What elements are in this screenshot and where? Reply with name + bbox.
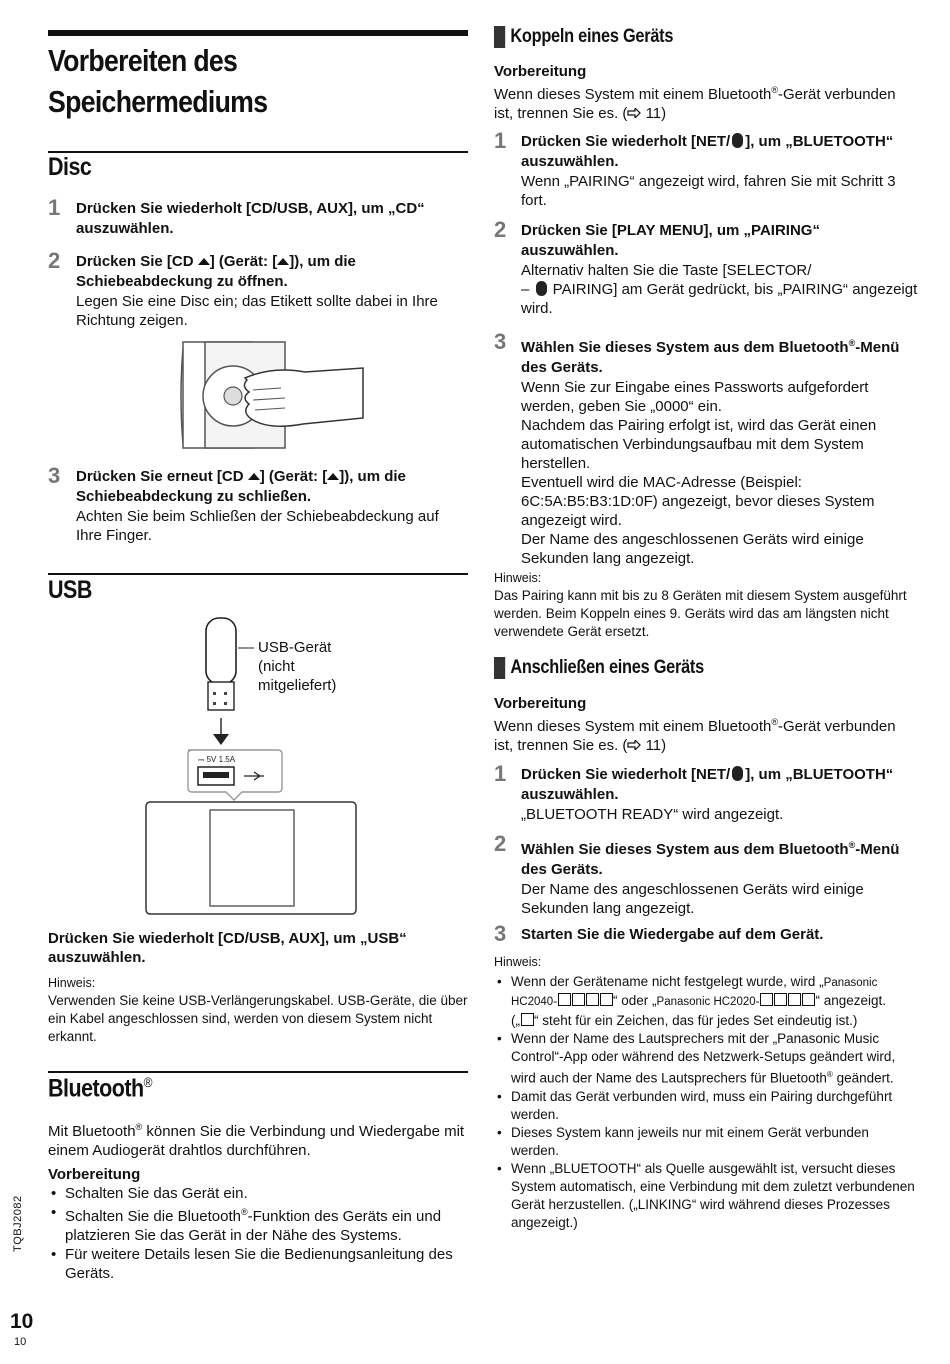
- step-instruction: Drücken Sie [CD ] (Gerät: [ ]), um die Schiebeabdeckung zu öffnen.: [76, 253, 356, 290]
- heading-bar: [494, 657, 505, 679]
- eject-icon: [327, 473, 339, 480]
- pairing-heading: Koppeln eines Geräts: [494, 26, 673, 48]
- step-instruction: Drücken Sie wiederholt [CD/USB, AUX], um „CD“ auszuwählen.: [76, 200, 425, 237]
- connect-step-1: [494, 761, 918, 824]
- eject-icon: [198, 258, 210, 265]
- bluetooth-heading: Bluetooth®: [48, 1074, 153, 1103]
- step-number: 1: [48, 195, 61, 220]
- bluetooth-prep-heading: Vorbereitung: [48, 1166, 141, 1183]
- step-instruction: Starten Sie die Wiedergabe auf dem Gerät.: [521, 926, 824, 943]
- step-instruction: Drücken Sie wiederholt [NET/ ], um „BLUETOOTH“ auszuwählen.: [521, 133, 894, 170]
- list-item: • Dieses System kann jeweils nur mit einem Gerät verbunden werden.: [494, 1124, 918, 1160]
- connect-heading: Anschließen eines Geräts: [494, 657, 704, 679]
- step-detail: Alternativ halten Sie die Taste [SELECTOR/ – PAIRING] am Gerät gedrückt, bis „PAIRING“ angezeigt wird.: [521, 262, 918, 317]
- pairing-note-heading: Hinweis:: [494, 571, 542, 585]
- pairing-note-text: Das Pairing kann mit bis zu 8 Geräten mit diesem System ausgeführt werden. Beim Koppeln eines 9. Geräts wird das am längsten nicht verwendete Gerät ersetzt.: [494, 588, 907, 639]
- disc-insert-illustration: [175, 338, 365, 453]
- usb-instruction: Drücken Sie wiederholt [CD/USB, AUX], um „USB“ auszuwählen.: [48, 930, 407, 966]
- step-instruction: Wählen Sie dieses System aus dem Bluetooth®-Menü des Geräts.: [521, 338, 900, 376]
- step-number: 3: [494, 329, 507, 354]
- disc-rule: [48, 151, 468, 153]
- pairing-prep-text: Wenn dieses System mit einem Bluetooth®-Gerät verbunden ist, trennen Sie es. ( 11): [494, 85, 896, 122]
- pairing-step-3: [494, 329, 918, 568]
- connect-step-3: [494, 921, 918, 946]
- step-number: 1: [494, 761, 507, 786]
- list-item: • Wenn „BLUETOOTH“ als Quelle ausgewählt ist, versucht dieses System automatisch, eine Verbindung mit dem zuletzt verbundenen Gerät herzustellen. („LINKING“ wird während dieses Prozesses angezeigt.): [494, 1160, 918, 1232]
- step-number: 2: [494, 217, 507, 242]
- pairing-step-1: [494, 128, 918, 210]
- step-number: 3: [48, 463, 61, 488]
- bluetooth-icon: [732, 766, 743, 781]
- usb-device-callout: USB-Gerät (nicht mitgeliefert): [258, 639, 337, 694]
- page-reference-arrow-icon: [627, 108, 641, 118]
- step-instruction: Drücken Sie erneut [CD ] (Gerät: [ ]), um die Schiebeabdeckung zu schließen.: [76, 468, 406, 505]
- connect-note-heading: Hinweis:: [494, 955, 542, 969]
- heading-bar: [494, 26, 505, 48]
- step-instruction: Wählen Sie dieses System aus dem Bluetooth®-Menü des Geräts.: [521, 840, 900, 878]
- usb-heading: USB: [48, 576, 92, 604]
- list-item: • Für weitere Details lesen Sie die Bedienungsanleitung des Geräts.: [48, 1245, 468, 1283]
- step-number: 2: [48, 248, 61, 273]
- pairing-prep-heading: Vorbereitung: [494, 63, 587, 80]
- step-detail: Wenn Sie zur Eingabe eines Passworts aufgefordert werden, geben Sie „0000“ ein. Nachdem das Pairing erfolgt ist, wird das Gerät einen automatischen Verbindungsaufbau mit dem System herstellen. Eventuell wird die MAC-Adresse (Beispiel: 6C:5A:B5:B3:1D:0F) angezeigt, bevor dieses System angezeigt wird. Der Name des angeschlossenen Geräts wird einige Sekunden lang angezeigt.: [521, 379, 877, 567]
- step-detail: Der Name des angeschlossenen Geräts wird einige Sekunden lang angezeigt.: [521, 881, 864, 917]
- bluetooth-intro: Mit Bluetooth® können Sie die Verbindung und Wiedergabe mit einem Audiogerät drahtlos durchführen.: [48, 1122, 465, 1159]
- bluetooth-rule: [48, 1071, 468, 1073]
- usb-note-heading: Hinweis:: [48, 976, 96, 990]
- eject-icon: [277, 258, 289, 265]
- connect-prep-heading: Vorbereitung: [494, 695, 587, 712]
- step-detail: „BLUETOOTH READY“ wird angezeigt.: [521, 806, 784, 823]
- usb-port-label: ⎓ 5V 1.5A: [198, 755, 236, 764]
- disc-step-2: [48, 248, 468, 330]
- page-number-small: 10: [14, 1336, 27, 1348]
- bluetooth-prep-list: [48, 1184, 468, 1283]
- page-number: 10: [10, 1310, 34, 1333]
- page-reference-arrow-icon: [627, 740, 641, 750]
- page-title-line1: Vorbereiten des: [48, 43, 238, 78]
- step-instruction: Drücken Sie [PLAY MENU], um „PAIRING“ auszuwählen.: [521, 222, 820, 259]
- step-number: 1: [494, 128, 507, 153]
- disc-heading: Disc: [48, 153, 92, 181]
- step-number: 3: [494, 921, 507, 946]
- list-item: • Wenn der Gerätename nicht festgelegt wurde, wird „Panasonic HC2040- “ oder „Panasonic HC2020- “ angezeigt. („ “ steht für ein Zeichen, das für jedes Set eindeutig ist.): [494, 973, 918, 1030]
- list-item: • Schalten Sie die Bluetooth®-Funktion des Geräts ein und platzieren Sie das Gerät in der Nähe des Systems.: [48, 1203, 468, 1245]
- list-item: • Schalten Sie das Gerät ein.: [48, 1184, 468, 1203]
- usb-note-text: Verwenden Sie keine USB-Verlängerungskabel. USB-Geräte, die über ein Kabel angeschlossen sind, werden von diesem System nicht erkannt.: [48, 993, 468, 1044]
- step-instruction: Drücken Sie wiederholt [NET/ ], um „BLUETOOTH“ auszuwählen.: [521, 766, 894, 803]
- disc-step-1: [48, 195, 468, 239]
- list-item: • Damit das Gerät verbunden wird, muss ein Pairing durchgeführt werden.: [494, 1088, 918, 1124]
- step-detail: Wenn „PAIRING“ angezeigt wird, fahren Sie mit Schritt 3 fort.: [521, 173, 896, 209]
- step-detail: Legen Sie eine Disc ein; das Etikett sollte dabei in Ihre Richtung zeigen.: [76, 293, 438, 329]
- connect-prep-text: Wenn dieses System mit einem Bluetooth®-Gerät verbunden ist, trennen Sie es. ( 11): [494, 717, 896, 754]
- document-code: TQBJ2082: [12, 1195, 24, 1252]
- connect-step-2: [494, 831, 918, 918]
- step-detail: Achten Sie beim Schließen der Schiebeabdeckung auf Ihre Finger.: [76, 508, 439, 544]
- list-item: • Wenn der Name des Lautsprechers mit der „Panasonic Music Control“-App oder während des Netzwerk-Setups geändert wird, wird auch der Name des Lautsprechers für Bluetooth® geändert.: [494, 1030, 918, 1088]
- page-title-line2: Speichermediums: [48, 84, 268, 119]
- step-number: 2: [494, 831, 507, 856]
- disc-step-3: [48, 463, 468, 545]
- pairing-step-2: [494, 217, 918, 318]
- bluetooth-icon: [732, 133, 743, 148]
- bluetooth-icon: [536, 281, 547, 296]
- usb-rule: [48, 573, 468, 575]
- page-title: [48, 40, 267, 122]
- eject-icon: [248, 473, 260, 480]
- title-top-rule: [48, 30, 468, 36]
- connect-note-list: [494, 973, 918, 1232]
